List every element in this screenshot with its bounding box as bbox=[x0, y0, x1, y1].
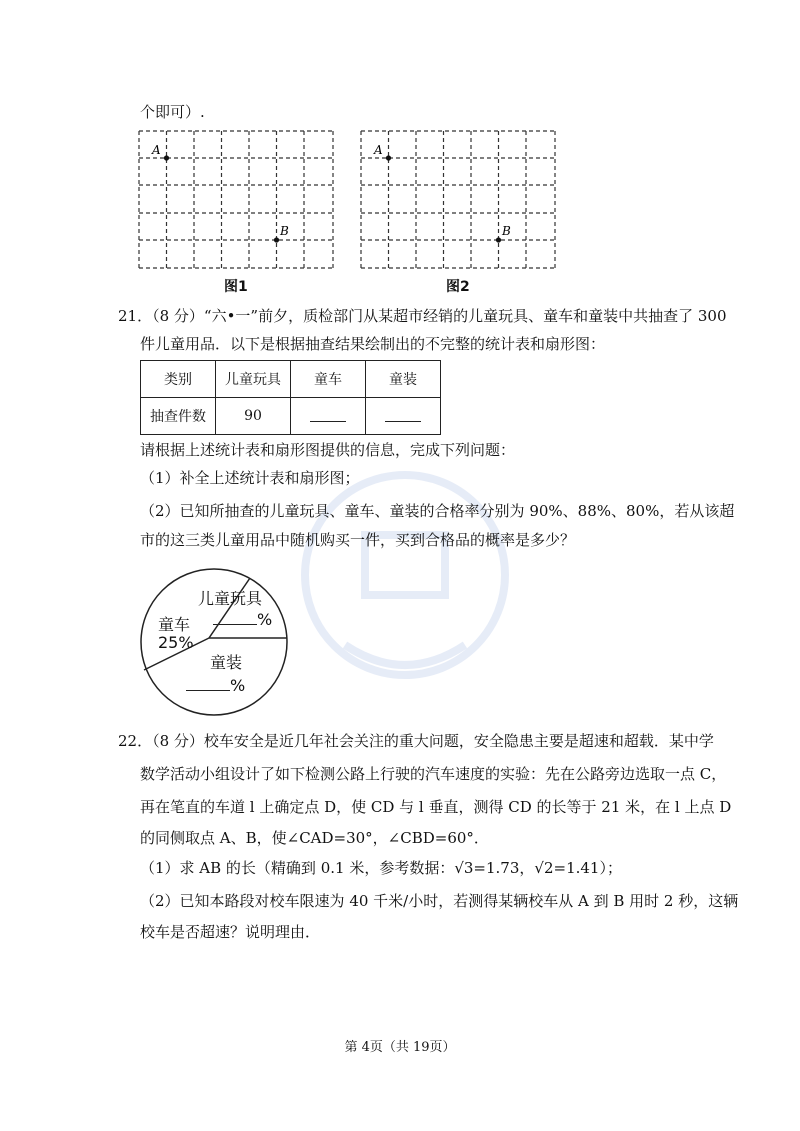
q22-line-1: 22．（8 分）校车安全是近几年社会关注的重大问题，安全隐患主要是超速和超载．某中学 bbox=[118, 732, 714, 750]
q22-line-2: 数学活动小组设计了如下检测公路上行驶的汽车速度的实验：先在公路旁边选取一点 C， bbox=[140, 765, 727, 783]
q21-instruction: 请根据上述统计表和扇形图提供的信息，完成下列问题： bbox=[140, 441, 516, 459]
pie-pct-clothes-sign: % bbox=[230, 676, 246, 695]
point-a-label: A bbox=[152, 143, 161, 157]
q22-part-2-line-2: 校车是否超速？说明理由． bbox=[140, 923, 321, 941]
point-a-label: A bbox=[374, 143, 383, 157]
figure-1-caption: 图1 bbox=[224, 279, 248, 295]
table-header-cell: 童车 bbox=[291, 361, 366, 398]
point-b-dot bbox=[274, 237, 279, 242]
answer-blank bbox=[186, 676, 230, 691]
table-header-row bbox=[141, 361, 441, 398]
table-row-label: 抽查件数 bbox=[141, 398, 216, 435]
point-b-label: B bbox=[502, 224, 511, 238]
q21-line-1: 21．（8 分）“六•一”前夕，质检部门从某超市经销的儿童玩具、童车和童装中共抽查了 300 bbox=[118, 307, 727, 325]
pie-label-toys: 儿童玩具 bbox=[198, 589, 263, 608]
top-line: 个即可）. bbox=[140, 103, 205, 121]
page-footer: 第 4页（共 19页） bbox=[344, 1040, 456, 1055]
pie-pct-toys bbox=[213, 610, 272, 629]
q22-part-1: （1）求 AB 的长（精确到 0.1 米，参考数据：√3=1.73，√2=1.41）； bbox=[140, 859, 622, 877]
point-a-dot bbox=[164, 155, 169, 160]
pie-label-clothes: 童装 bbox=[210, 653, 243, 672]
figure-2-caption: 图2 bbox=[446, 279, 470, 295]
table-header-cell: 类别 bbox=[141, 361, 216, 398]
stat-table bbox=[140, 360, 441, 435]
pie-pct-clothes bbox=[186, 676, 245, 695]
grid-figure-1 bbox=[138, 130, 334, 270]
point-b-label: B bbox=[280, 224, 289, 238]
table-header-cell: 儿童玩具 bbox=[216, 361, 291, 398]
q21-line-2: 件儿童用品．以下是根据抽查结果绘制出的不完整的统计表和扇形图： bbox=[140, 335, 606, 353]
pie-pct-toys-sign: % bbox=[257, 610, 273, 629]
point-b-dot bbox=[496, 237, 501, 242]
q22-part-2-line-1: （2）已知本路段对校车限速为 40 千米/小时，若测得某辆校车从 A 到 B 用时 2 秒，这辆 bbox=[140, 892, 739, 910]
q21-part-2-line-1: （2）已知所抽查的儿童玩具、童车、童装的合格率分别为 90%、88%、80%，若从该超 bbox=[140, 502, 735, 520]
q22-line-3: 再在笔直的车道 l 上确定点 D，使 CD 与 l 垂直，测得 CD 的长等于 21 米，在 l 上点 D bbox=[140, 798, 732, 816]
q21-part-1: （1）补全上述统计表和扇形图； bbox=[140, 469, 360, 487]
table-row bbox=[141, 398, 441, 435]
pie-pct-cart: 25% bbox=[158, 633, 194, 652]
answer-blank bbox=[310, 407, 346, 422]
table-cell-clothes bbox=[366, 398, 441, 435]
answer-blank bbox=[385, 407, 421, 422]
watermark-logo bbox=[285, 455, 525, 695]
point-a-dot bbox=[386, 155, 391, 160]
pie-label-cart: 童车 bbox=[158, 615, 191, 634]
q22-line-4: 的同侧取点 A、B，使∠CAD=30°，∠CBD=60°． bbox=[140, 829, 489, 847]
table-cell-toys: 90 bbox=[216, 398, 291, 435]
q21-part-2-line-2: 市的这三类儿童用品中随机购买一件，买到合格品的概率是多少？ bbox=[140, 531, 576, 549]
table-header-cell: 童装 bbox=[366, 361, 441, 398]
table-cell-cart bbox=[291, 398, 366, 435]
answer-blank bbox=[213, 610, 257, 625]
grid-figure-2 bbox=[360, 130, 556, 270]
